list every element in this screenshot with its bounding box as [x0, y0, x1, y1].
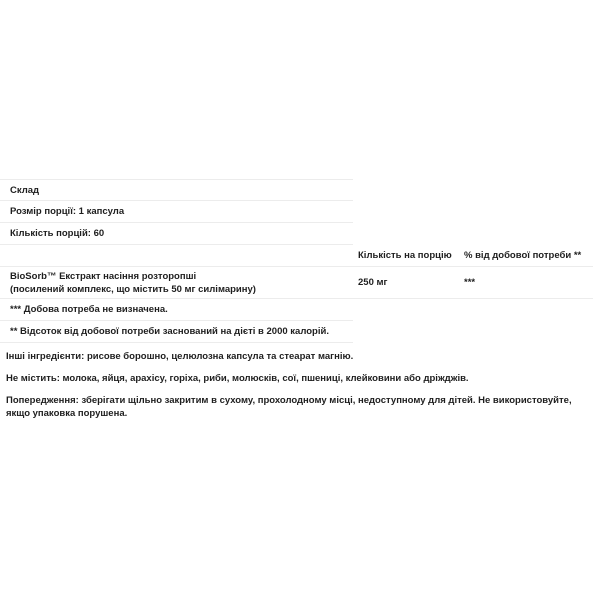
- serving-size-row: [0, 201, 353, 223]
- warning-text: Попередження: зберігати щільно закритим в сухому, прохолодному місці, недоступному для дітей. Не використовуйте, якщо упаковка порушена.: [6, 395, 572, 419]
- table-row: [0, 267, 593, 299]
- other-ingredients: Інші інгредієнти: рисове борошно, целюлозна капсула та стеарат магнію.: [6, 351, 354, 362]
- allergen-free-statement: Не містить: молока, яйця, арахісу, горіха, риби, молюсків, сої, пшениці, клейковини або дріжджів.: [6, 373, 469, 384]
- serving-size: Розмір порції: 1 капсула: [10, 206, 125, 217]
- ingredient-daily-value: ***: [464, 277, 476, 288]
- ingredient-name-line1: BioSorb™ Екстракт насіння розторопші: [10, 270, 197, 282]
- header-amount: Кількість на порцію: [358, 250, 452, 261]
- servings-per-container: Кількість порцій: 60: [10, 228, 105, 239]
- footnote-row-1: [0, 299, 353, 321]
- footnote-2: ** Відсоток від добової потреби заснований на дієті в 2000 калорій.: [10, 326, 329, 337]
- ingredient-name-line2: (посилений комплекс, що містить 50 мг силімарину): [10, 283, 256, 295]
- ingredient-name: [0, 270, 348, 296]
- table-title: Склад: [10, 184, 40, 196]
- footnote-1: *** Добова потреба не визначена.: [10, 304, 168, 315]
- table-header-row: [0, 245, 593, 267]
- servings-row: [0, 223, 353, 245]
- header-daily-value: % від добової потреби **: [464, 250, 582, 261]
- table-title-row: [0, 180, 353, 201]
- ingredient-amount: 250 мг: [358, 277, 388, 288]
- footnote-row-2: [0, 321, 353, 343]
